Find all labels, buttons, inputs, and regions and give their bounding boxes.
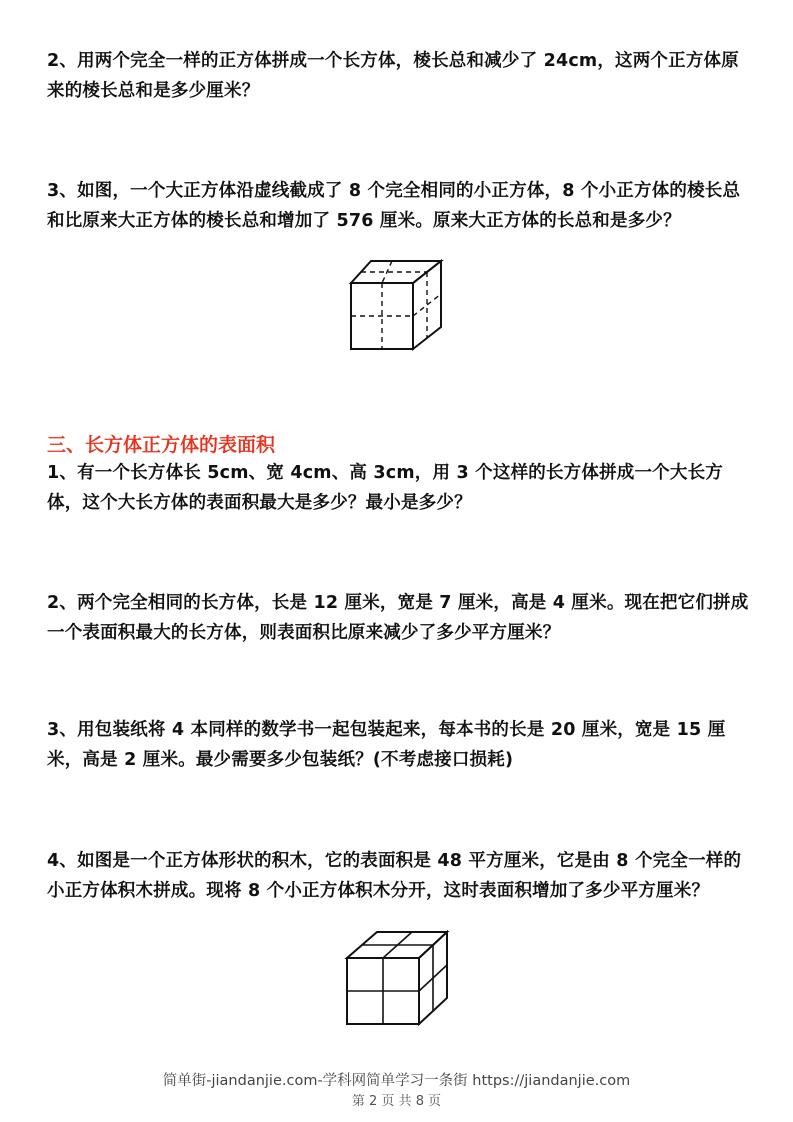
page-number: 第 2 页 共 8 页	[351, 1094, 442, 1109]
block-cube-figure	[343, 928, 451, 1028]
section3-question-3: 3、用包装纸将 4 本同样的数学书一起包装起来，每本书的长是 20 厘米，宽是 15 厘米，高是 2 厘米。最少需要多少包装纸？(不考虑接口损耗)	[47, 720, 726, 770]
section-title-surface-area: 三、长方体正方体的表面积	[47, 434, 276, 456]
dashed-cube-figure	[345, 255, 445, 355]
section3-question-2: 2、两个完全相同的长方体，长是 12 厘米，宽是 7 厘米，高是 4 厘米。现在把它们拼成一个表面积最大的长方体，则表面积比原来减少了多少平方厘米？	[47, 593, 749, 643]
section3-question-4: 4、如图是一个正方体形状的积木，它的表面积是 48 平方厘米，它是由 8 个完全一样的小正方体积木拼成。现将 8 个小正方体积木分开，这时表面积增加了多少平方厘米？	[47, 851, 742, 901]
question-2-edge-length: 2、用两个完全一样的正方体拼成一个长方体，棱长总和减少了 24cm，这两个正方体原来的棱长总和是多少厘米？	[47, 51, 739, 101]
question-3-cube-cut: 3、如图，一个大正方体沿虚线截成了 8 个完全相同的小正方体，8 个小正方体的棱长总和比原来大正方体的棱长总和增加了 576 厘米。原来大正方体的长总和是多少？	[47, 181, 741, 231]
block-grid-lines	[347, 932, 447, 1024]
footer-watermark: 简单街-jiandanjie.com-学科网简单学习一条街 https://jiandanjie.com	[162, 1073, 631, 1089]
cut-lines	[351, 261, 441, 349]
section3-question-1: 1、有一个长方体长 5cm、宽 4cm、高 3cm，用 3 个这样的长方体拼成一个大长方体，这个大长方体的表面积最大是多少？最小是多少？	[47, 463, 723, 513]
